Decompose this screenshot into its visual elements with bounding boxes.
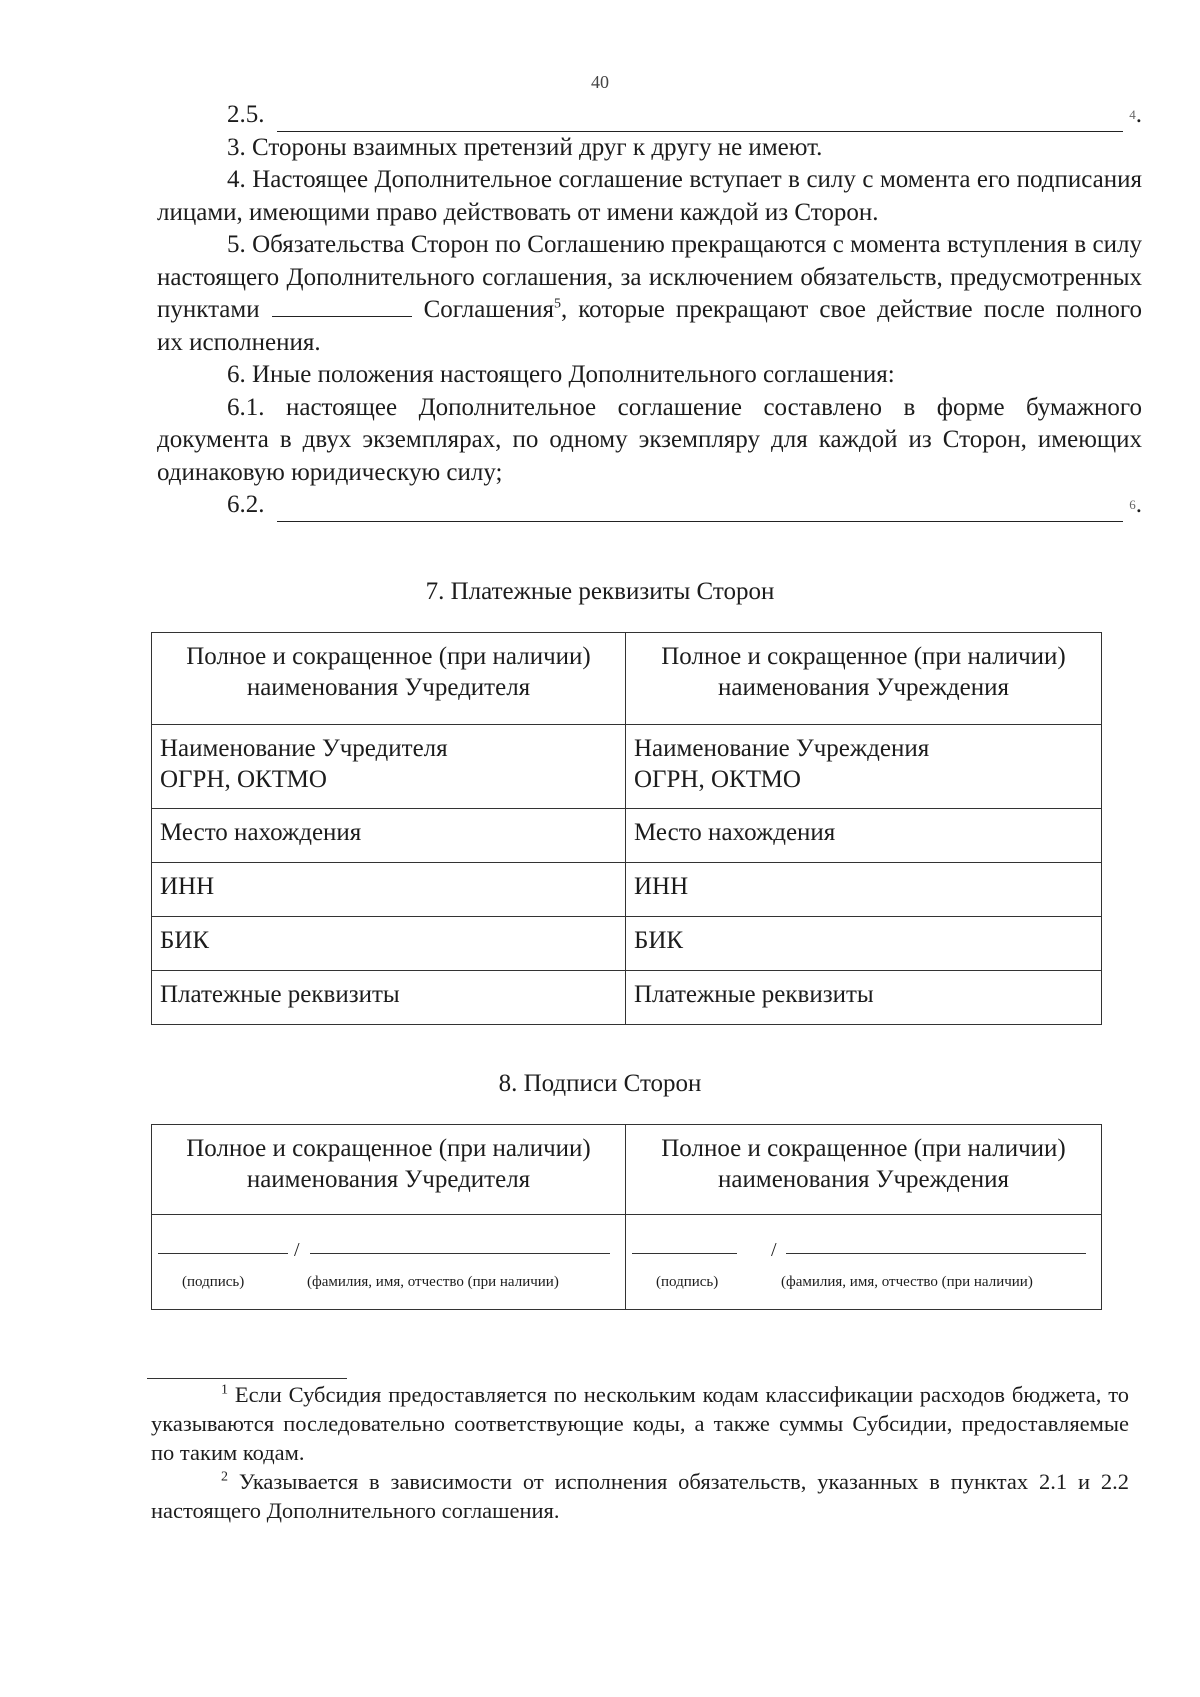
signature-head-left: Полное и сокращенное (при наличии) наименования Учредителя [152, 1125, 626, 1215]
footnote-1-number: 1 [221, 1382, 228, 1398]
institution-signature-caption: (подпись) [656, 1274, 719, 1290]
requisites-name-right [626, 725, 1102, 809]
founder-fio-line [310, 1253, 610, 1254]
footnote-1 [151, 1380, 1129, 1467]
section-7-title: 7. Платежные реквизиты Сторон [425, 578, 775, 605]
institution-name-label: Наименование Учреждения [634, 735, 930, 762]
paragraph-4: 4. Настоящее Дополнительное соглашение вступает в силу с момента его подписания лицами, имеющими право действовать от имени каждой из Сторон. [157, 166, 1142, 226]
requisites-name-left [152, 725, 626, 809]
section-8-title: 8. Подписи Сторон [498, 1070, 702, 1097]
page-number: 40 [591, 72, 609, 92]
item-6-2 [157, 489, 1142, 522]
item-6-2-dot: . [1135, 491, 1142, 518]
paragraph-5-agreement: Соглашения [423, 296, 554, 323]
founder-signature-line [158, 1253, 288, 1254]
institution-bik-label: БИК [626, 917, 1102, 971]
signature-header-row [152, 1125, 1102, 1215]
requisites-header-row [152, 633, 1102, 725]
item-2-5-dot: . [1135, 101, 1142, 128]
requisites-inn-row [152, 863, 1102, 917]
institution-inn-label: ИНН [626, 863, 1102, 917]
founder-ogrn-label: ОГРН, ОКТМО [160, 766, 327, 793]
footnote-1-text: Если Субсидия предоставляется по нескольким кодам классификации расходов бюджета, то указываются последовательно соответствующие коды, а также суммы Субсидии, предоставляемые по таким кодам. [151, 1382, 1130, 1465]
requisites-bik-row [152, 917, 1102, 971]
founder-bik-label: БИК [152, 917, 626, 971]
footnote-2-number: 2 [221, 1469, 228, 1485]
founder-location-label: Место нахождения [152, 809, 626, 863]
item-6-2-number: 6.2. [227, 491, 265, 518]
institution-ogrn-label: ОГРН, ОКТМО [634, 766, 801, 793]
item-2-5-number: 2.5. [227, 101, 265, 128]
footnote-marker-6: 6 [1129, 497, 1136, 512]
requisites-table [151, 632, 1102, 1025]
paragraph-5-start: 5. Обязательства Сторон по Соглашению прекращаются с момента вступления в силу настоящего Дополнительного соглашения, за исключением обязательств, предусмотренных пунктами [157, 231, 1142, 323]
agreement-body [157, 99, 1142, 522]
paragraph-5-end: , которые прекращают свое действие после полного их исполнения. [157, 296, 1142, 356]
signature-row [152, 1215, 1102, 1310]
institution-fio-line [786, 1253, 1086, 1254]
paragraph-5 [157, 229, 1142, 359]
institution-signature-line [632, 1253, 737, 1254]
paragraph-6-1: 6.1. настоящее Дополнительное соглашение составлено в форме бумажного документа в двух экземплярах, по одному экземпляру для каждой из Сторон, имеющих одинаковую юридическую силу; [157, 393, 1142, 486]
institution-signature-cell [626, 1215, 1102, 1310]
institution-fio-caption: (фамилия, имя, отчество (при наличии) [781, 1274, 1033, 1290]
footnote-marker-4: 4 [1129, 107, 1136, 122]
founder-inn-label: ИНН [152, 863, 626, 917]
item-2-5 [157, 99, 1142, 132]
footnote-separator [147, 1378, 347, 1379]
signature-table [151, 1124, 1102, 1310]
footnote-ref-5: 5 [553, 296, 561, 312]
requisites-head-right: Полное и сокращенное (при наличии) наименования Учреждения [626, 633, 1102, 725]
requisites-location-row [152, 809, 1102, 863]
founder-fio-caption: (фамилия, имя, отчество (при наличии) [307, 1274, 559, 1290]
paragraph-5-blank [272, 294, 412, 317]
institution-signature-slash: / [771, 1239, 777, 1261]
founder-signature-cell [152, 1215, 626, 1310]
institution-location-label: Место нахождения [626, 809, 1102, 863]
paragraph-6: 6. Иные положения настоящего Дополнительного соглашения: [227, 361, 895, 388]
footnote-2 [151, 1467, 1129, 1525]
paragraph-3: 3. Стороны взаимных претензий друг к другу не имеют. [227, 133, 823, 161]
item-6-2-blank [277, 495, 1124, 522]
requisites-payment-row [152, 971, 1102, 1025]
item-2-5-blank [277, 105, 1124, 132]
institution-payment-label: Платежные реквизиты [626, 971, 1102, 1025]
signature-head-right: Полное и сокращенное (при наличии) наименования Учреждения [626, 1125, 1102, 1215]
requisites-name-row [152, 725, 1102, 809]
requisites-head-left: Полное и сокращенное (при наличии) наименования Учредителя [152, 633, 626, 725]
founder-payment-label: Платежные реквизиты [152, 971, 626, 1025]
footnotes [151, 1380, 1129, 1525]
footnote-2-text: Указывается в зависимости от исполнения обязательств, указанных в пунктах 2.1 и 2.2 настоящего Дополнительного соглашения. [151, 1469, 1130, 1523]
founder-signature-caption: (подпись) [182, 1274, 245, 1290]
founder-signature-slash: / [294, 1239, 300, 1261]
founder-name-label: Наименование Учредителя [160, 735, 448, 762]
